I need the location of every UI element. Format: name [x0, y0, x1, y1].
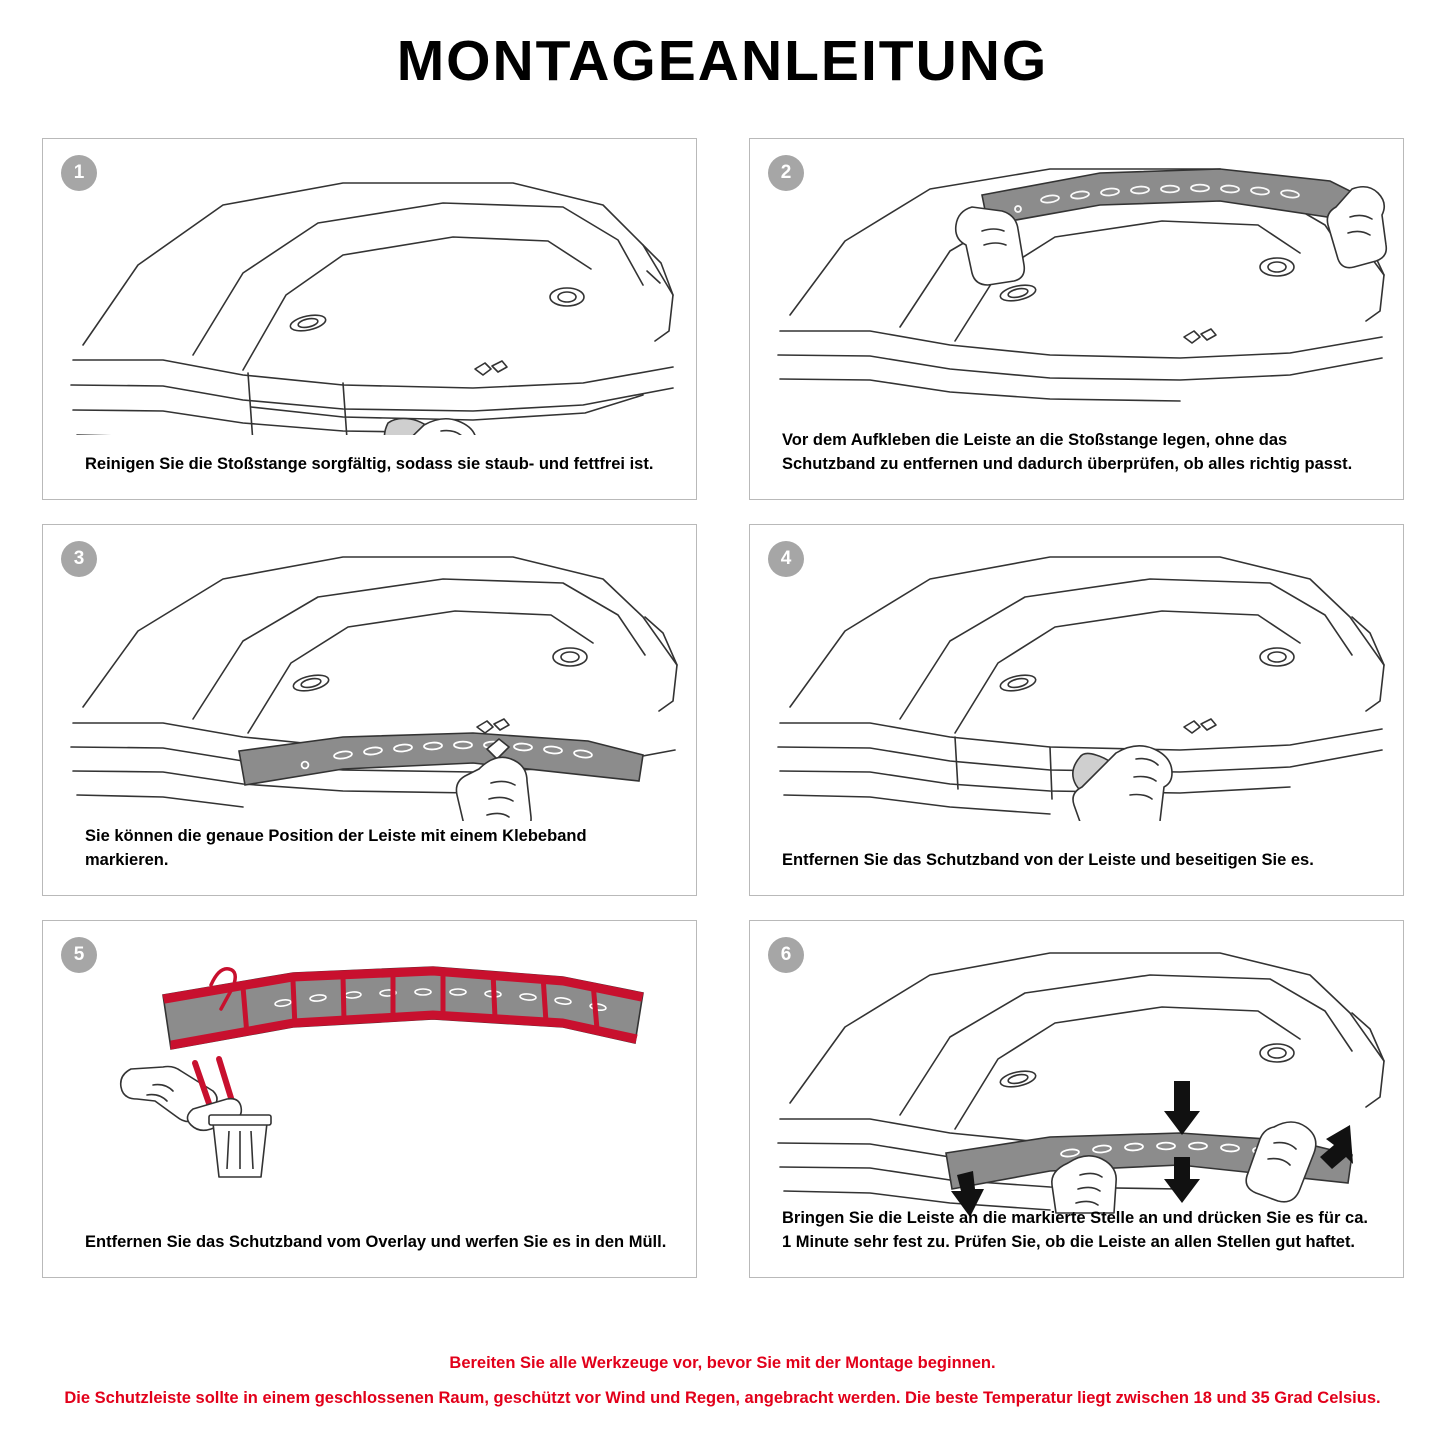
- footer-line-1: Bereiten Sie alle Werkzeuge vor, bevor Sie mit der Montage beginnen.: [449, 1354, 996, 1373]
- footer-line-2: Die Schutzleiste sollte in einem geschlossenen Raum, geschützt vor Wind und Regen, angebracht werden. Die beste Temperatur liegt zwischen 18 und 35 Grad Celsius.: [64, 1389, 1381, 1408]
- step-illustration-5: [43, 927, 696, 1207]
- step-number-badge: 4: [768, 541, 804, 577]
- step-caption-5: Entfernen Sie das Schutzband vom Overlay und werfen Sie es in den Müll.: [85, 1233, 667, 1252]
- step-caption-6: Bringen Sie die Leiste an die markierte Stelle an und drücken Sie es für ca. 1 Minute sehr fest zu. Prüfen Sie, ob die Leiste an allen Stellen gut haftet.: [782, 1209, 1368, 1252]
- step-number-badge: 5: [61, 937, 97, 973]
- step-illustration-4: [750, 531, 1403, 821]
- step-caption-4: Entfernen Sie das Schutzband von der Leiste und beseitigen Sie es.: [782, 851, 1314, 870]
- step-caption-2: Vor dem Aufkleben die Leiste an die Stoßstange legen, ohne das Schutzband zu entfernen und dadurch überprüfen, ob alles richtig passt.: [782, 431, 1353, 474]
- footer-warnings: [60, 1354, 1385, 1411]
- step-number-badge: 3: [61, 541, 97, 577]
- step-caption-1: Reinigen Sie die Stoßstange sorgfältig, sodass sie staub- und fettfrei ist.: [85, 455, 654, 474]
- step-card-1: [42, 138, 697, 500]
- step-number-badge: 6: [768, 937, 804, 973]
- step-card-3: [42, 524, 697, 896]
- step-number-badge: 2: [768, 155, 804, 191]
- step-caption-3: Sie können die genaue Position der Leiste mit einem Klebeband markieren.: [85, 827, 587, 870]
- page-title: MONTAGEANLEITUNG: [396, 29, 1049, 93]
- step-illustration-6: [750, 927, 1403, 1217]
- step-card-2: [749, 138, 1404, 500]
- step-illustration-3: [43, 531, 696, 821]
- step-card-5: [42, 920, 697, 1278]
- step-card-6: [749, 920, 1404, 1278]
- steps-grid: [42, 138, 1404, 1278]
- step-number-badge: 1: [61, 155, 97, 191]
- step-illustration-2: [750, 145, 1403, 405]
- step-card-4: [749, 524, 1404, 896]
- step-illustration-1: [43, 145, 696, 435]
